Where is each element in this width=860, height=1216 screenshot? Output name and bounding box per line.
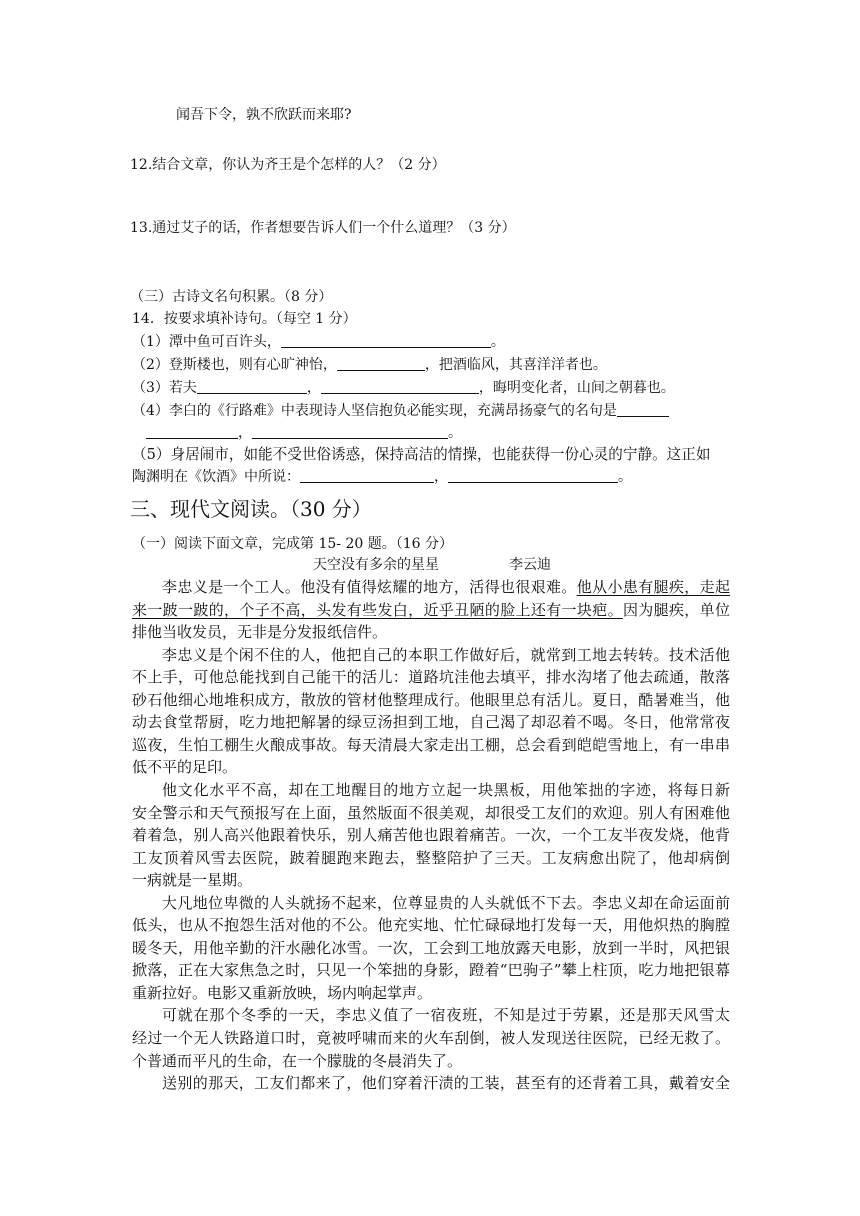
article-line [132, 646, 730, 664]
fill-item-4-comma: ， [238, 425, 252, 441]
question-12: 12.结合文章，你认为齐王是个怎样的人？（2 分） [130, 157, 446, 173]
article-text: 安全警示和天气预报写在上面，虽然版面不很美观，却很受工友们的欢迎。别人有困难他 [132, 803, 730, 822]
article-text: 送别的那天，工友们都来了，他们穿着汗渍的工装，甚至有的还背着工具，戴着安全 [162, 1074, 730, 1093]
article-text: 可就在那个冬季的一天，李忠义值了一宿夜班，不知是过于劳累，还是那天风雪太 [162, 1006, 730, 1025]
fill-item-3 [132, 379, 675, 397]
article-text: 排他当收发员，无非是分发报纸信件。 [132, 623, 388, 642]
article-line [132, 804, 730, 822]
fill-item-4-continued [146, 424, 462, 442]
article-text: 李忠义是个闲不住的人，他把自己的本职工作做好后，就常到工地去转转。技术活他 [162, 645, 730, 664]
reading-1-instruction: （一）阅读下面文章，完成第 15- 20 题。（16 分） [132, 536, 453, 552]
article-line [132, 691, 730, 709]
article-line [132, 578, 730, 596]
fill-item-5-end: 。 [618, 469, 632, 485]
article-text: 一病就是一星期。 [132, 871, 253, 890]
question-14: 14．按要求填补诗句。（每空 1 分） [132, 311, 357, 327]
article-text: 经过一个无人铁路道口时，竟被呼啸而来的火车刮倒，被人发现送往医院，已经无救了。 [132, 1029, 730, 1047]
underlined-text: 他从小患有腿疾，走起 [576, 578, 730, 596]
fill-item-1-end: 。 [490, 334, 505, 350]
article-text: 巡夜，生怕工棚生火酿成事故。每天清晨大家走出工棚，总会看到皑皑雪地上，有一串串 [132, 735, 730, 754]
fill-item-5-line1: （5）身居闹市，如能不受世俗诱惑，保持高洁的情操，也能获得一份心灵的宁静。这正如 [132, 446, 711, 463]
article-line [132, 781, 730, 799]
article-text: 他文化水平不高，却在工地醒目的地方立起一块黑板，用他笨拙的字迹，将每日新 [162, 780, 730, 799]
article-text: 低头，也从不抱怨生活对他的不公。他充实地、忙忙碌碌地打发每一天，用他炽热的胸膛 [132, 916, 730, 935]
fill-blank[interactable] [617, 402, 669, 417]
article-line [132, 961, 730, 979]
article-line [132, 668, 730, 686]
article-line [132, 984, 730, 1002]
article-line [132, 623, 730, 641]
fill-item-5-text: 陶渊明在《饮酒》中所说： [132, 469, 300, 485]
fill-item-3-comma: ， [306, 380, 321, 396]
fill-blank[interactable] [337, 356, 425, 371]
article-text: 动去食堂帮厨，吃力地把解暑的绿豆汤担到工地，自己渴了却忍着不喝。冬日，他常常夜 [132, 713, 730, 732]
article-text: 掀落，正在大家焦急之时，只见一个笨拙的身影，蹬着“巴驹子”攀上柱顶，吃力地把银幕 [132, 961, 730, 980]
article-title: 天空没有多余的星星 [313, 557, 439, 573]
article-line [132, 1074, 730, 1092]
part-3-heading: 三、现代文阅读。（30 分） [130, 497, 372, 521]
section-3-heading: （三）古诗文名句积累。（8 分） [130, 289, 333, 305]
article-line [132, 826, 730, 844]
fill-item-5-comma: ， [434, 469, 448, 485]
article-text: 重新拉好。电影又重新放映，场内响起掌声。 [132, 983, 433, 1002]
article-line [132, 601, 730, 619]
article-line [132, 1029, 730, 1047]
article-line [132, 849, 730, 867]
article-text: 因为腿疾，单位 [622, 600, 730, 619]
fill-blank[interactable] [252, 424, 448, 439]
fill-blank[interactable] [300, 468, 434, 483]
article-text: 大凡地位卑微的人头就扬不起来，位尊显贵的人头就低不下去。李忠义却在命运面前 [162, 893, 730, 912]
article-line [132, 916, 730, 934]
fill-blank[interactable] [448, 468, 618, 483]
fill-item-4 [132, 402, 669, 420]
fill-item-3-text: （3）若夫 [132, 380, 197, 396]
article-text: 低不平的足印。 [132, 758, 238, 777]
fill-item-2 [132, 356, 607, 374]
article-text: 个普通而平凡的生命，在一个朦胧的冬晨消失了。 [132, 1051, 463, 1070]
q11-tail-line: 闻吾下令，孰不欣跃而来耶? [176, 107, 352, 123]
article-line [132, 758, 730, 776]
article-author: 李云迪 [509, 557, 551, 573]
fill-item-4-text: （4）李白的《行路难》中表现诗人坚信抱负必能实现，充满昂扬豪气的名句是 [132, 403, 617, 419]
fill-item-2-end: ，把酒临风，其喜洋洋者也。 [424, 357, 607, 373]
fill-item-1 [132, 333, 505, 351]
article-text: 着着急，别人高兴他跟着快乐，别人痛苦他也跟着痛苦。一次，一个工友半夜发烧，他背 [132, 826, 730, 845]
article-text: 暖冬天，用他辛勤的汗水融化冰雪。一次，工会到工地放露天电影，放到一半时，风把银 [132, 938, 730, 957]
fill-blank[interactable] [321, 379, 479, 394]
article-line [132, 736, 730, 754]
article-line [132, 871, 730, 889]
underlined-text: 来一跛一跛的，个子不高，头发有些发白，近乎丑陋的脸上还有一块疤。 [132, 600, 623, 619]
fill-item-4-end: 。 [448, 425, 462, 441]
fill-item-3-end: ，晦明变化者，山间之朝暮也。 [478, 380, 675, 396]
question-13: 13.通过艾子的话，作者想要告诉人们一个什么道理？（3 分） [130, 220, 516, 236]
article-text: 不上手，可他总能找到自己能干的活儿：道路坑洼他去填平，排水沟堵了他去疏通，散落 [132, 668, 730, 687]
fill-blank[interactable] [197, 379, 307, 394]
article-text: 李忠义是一个工人。他没有值得炫耀的地方，活得也很艰难。 [162, 578, 577, 596]
article-line [132, 1052, 730, 1070]
article-line [132, 894, 730, 912]
fill-item-2-text: （2）登斯楼也，则有心旷神怡， [132, 357, 337, 373]
fill-item-5-line2 [132, 468, 632, 486]
article-line [132, 1006, 730, 1024]
article-line [132, 713, 730, 731]
article-text: 工友顶着风雪去医院，跛着腿跑来跑去，整整陪护了三天。工友病愈出院了，他却病倒 [132, 848, 730, 867]
fill-blank[interactable] [146, 424, 238, 439]
fill-item-1-text: （1）潭中鱼可百许头， [132, 334, 281, 350]
article-text: 砂石他细心地堆积成方，散放的管材他整理成行。他眼里总有活儿。夏日，酷暑难当，他 [132, 690, 730, 709]
fill-blank[interactable] [281, 333, 491, 348]
article-line [132, 939, 730, 957]
